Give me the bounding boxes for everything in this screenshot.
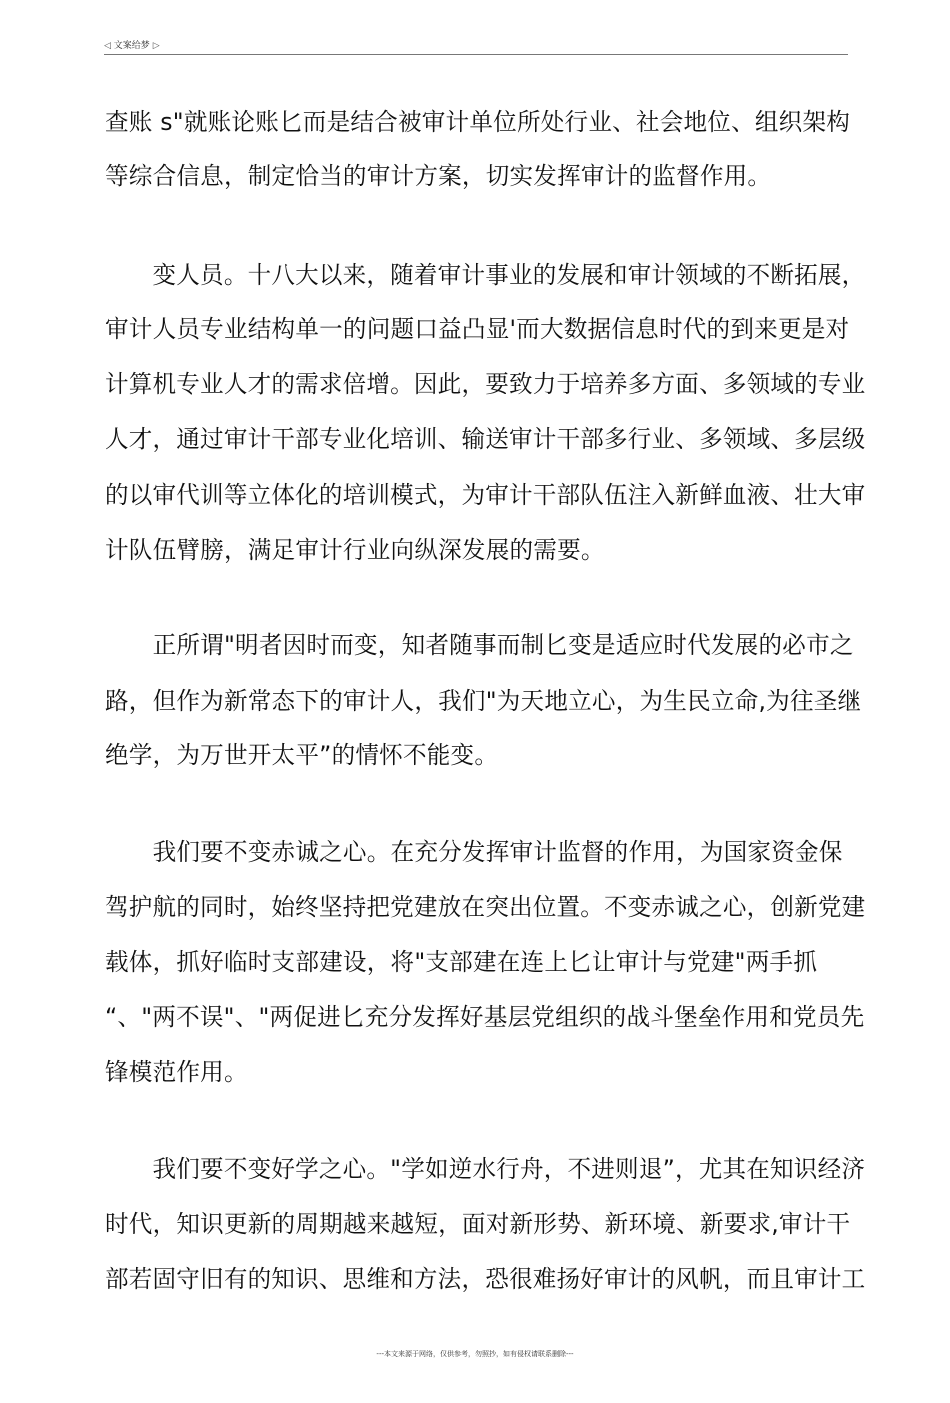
text-line: 计算机专业人才的需求倍增。因此，要致力于培养多方面、多领域的专业 (105, 370, 866, 398)
text-line: 我们要不变赤诚之心。在充分发挥审计监督的作用，为国家资金保 (105, 838, 843, 866)
text-line: 的以审代训等立体化的培训模式，为审计干部队伍注入新鲜血液、壮大审 (105, 481, 866, 509)
triangle-right-icon: ▷ (152, 41, 160, 51)
text-line: 正所谓"明者因时而变，知者随事而制匕变是适应时代发展的必市之 (105, 631, 854, 659)
text-line: 路，但作为新常态下的审计人，我们"为天地立心，为生民立命,为往圣继 (105, 687, 862, 715)
text-line: 审计人员专业结构单一的问题口益凸显'而大数据信息时代的到来更是对 (105, 315, 850, 343)
text-line: “、"两不误"、"两促进匕充分发挥好基层党组织的战斗堡垒作用和党员先 (105, 1003, 865, 1031)
text-line: 查账 s"就账论账匕而是结合被审计单位所处行业、社会地位、组织架构 (105, 108, 851, 136)
text-line: 计队伍臂膀，满足审计行业向纵深发展的需要。 (105, 536, 605, 564)
page-footer: ---本文来源于网络，仅供参考，勿照抄，如有侵权请联系删除--- (376, 1350, 574, 1358)
text-line: 等综合信息，制定恰当的审计方案，切实发挥审计的监督作用。 (105, 162, 772, 190)
text-line: 变人员。十八大以来，随着审计事业的发展和审计领域的不断拓展， (105, 261, 866, 289)
page-header (104, 40, 848, 55)
text-line: 绝学，为万世开太平”的情怀不能变。 (105, 741, 499, 769)
triangle-left-icon: ◁ (104, 41, 111, 51)
text-line: 载体，抓好临时支部建设，将"支部建在连上匕让审计与党建"两手抓 (105, 948, 818, 976)
header-title-text: 文案给梦 (113, 41, 150, 51)
text-line: 锋模范作用。 (105, 1058, 248, 1086)
text-line: 驾护航的同时，始终坚持把党建放在突出位置。不变赤诚之心，创新党建 (105, 893, 866, 921)
text-line: 人才，通过审计干部专业化培训、输送审计干部多行业、多领域、多层级 (105, 425, 866, 453)
text-line: 我们要不变好学之心。"学如逆水行舟，不进则退”，尤其在知识经济 (105, 1155, 866, 1183)
header-title (104, 40, 160, 52)
text-line: 部若固守旧有的知识、思维和方法，恐很难扬好审计的风帆，而且审计工 (105, 1265, 866, 1293)
text-line: 时代，知识更新的周期越来越短，面对新形势、新环境、新要求,审计干 (105, 1210, 851, 1238)
